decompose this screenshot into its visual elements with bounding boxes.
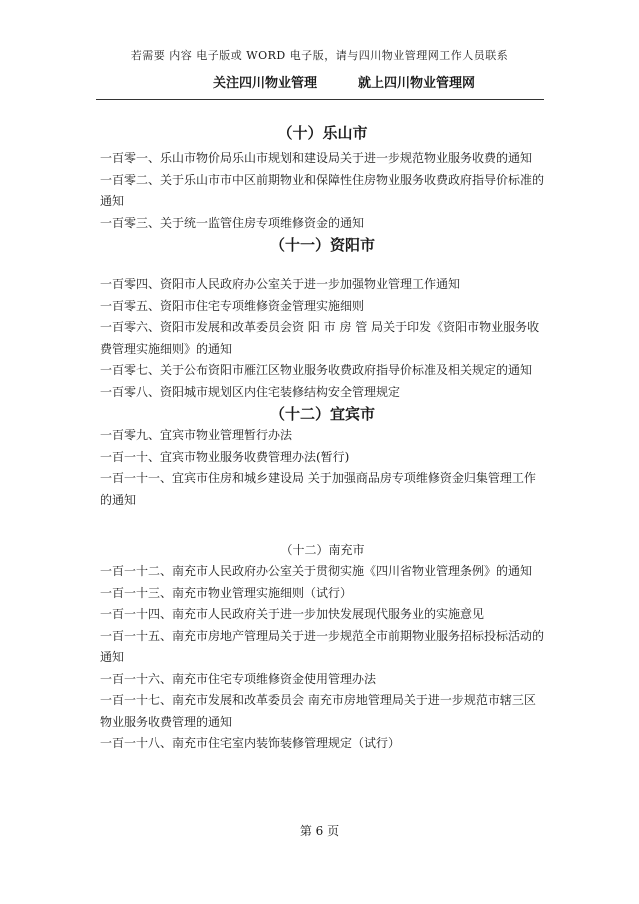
- spacer: [100, 256, 545, 274]
- list-item: 一百一十二、南充市人民政府办公室关于贯彻实施《四川省物业管理条例》的通知: [100, 564, 533, 578]
- list-item: 一百一十四、南充市人民政府关于进一步加快发展现代服务业的实施意见: [100, 607, 485, 621]
- list-item: 一百零四、资阳市人民政府办公室关于进一步加强物业管理工作通知: [100, 277, 461, 291]
- header-slogan-left: 关注四川物业管理: [213, 76, 318, 91]
- list-item: 一百零一、乐山市物价局乐山市规划和建设局关于进一步规范物业服务收费的通知: [100, 151, 533, 165]
- list-item: 一百一十八、南充市住宅室内装饰装修管理规定（试行）: [100, 736, 401, 750]
- spacer: [100, 511, 545, 539]
- section-title-leshan: （十）乐山市: [277, 124, 368, 142]
- list-item: 一百一十、宜宾市物业服务收费管理办法(暂行): [100, 449, 350, 464]
- list-item: 一百一十五、南充市房地产管理局关于进一步规范全市前期物业服务招标投标活动的通知: [100, 628, 545, 664]
- list-item: 一百一十三、南充市物业管理实施细则（试行）: [100, 585, 353, 600]
- list-item: 一百零二、关于乐山市市中区前期物业和保障性住房物业服务收费政府指导价标准的通知: [100, 172, 545, 208]
- list-item: 一百一十七、南充市发展和改革委员会 南充市房地管理局关于进一步规范市辖三区物业服务收费管理的通知: [100, 693, 536, 729]
- header-contact-note: 若需要 内容 电子版或 WORD 电子版，请与四川物业管理网工作人员联系: [130, 49, 509, 62]
- section-title-yibin: （十二）宜宾市: [269, 405, 375, 423]
- header-slogan-right: 就上四川物业管理网: [358, 76, 476, 91]
- page-number: 第 6 页: [299, 824, 340, 838]
- section-title-ziyang: （十一）资阳市: [269, 236, 375, 254]
- section-title-nanchong: （十二）南充市: [280, 543, 365, 557]
- list-item: 一百零六、资阳市发展和改革委员会资 阳 市 房 管 局关于印发《资阳市物业服务收费管理实施细则》的通知: [100, 320, 540, 356]
- list-item: 一百零九、宜宾市物业管理暂行办法: [100, 428, 293, 442]
- list-item: 一百零七、关于公布资阳市雁江区物业服务收费政府指导价标准及相关规定的通知: [100, 363, 533, 377]
- header-divider: [96, 99, 544, 100]
- list-item: 一百一十六、南充市住宅专项维修资金使用管理办法: [100, 671, 377, 686]
- list-item: 一百一十一、宜宾市住房和城乡建设局 关于加强商品房专项维修资金归集管理工作的通知: [100, 471, 536, 507]
- list-item: 一百零五、资阳市住宅专项维修资金管理实施细则: [100, 298, 365, 313]
- document-body: [100, 118, 545, 755]
- list-item: 一百零三、关于统一监管住房专项维修资金的通知: [100, 215, 365, 230]
- list-item: 一百零八、资阳城市规划区内住宅装修结构安全管理规定: [100, 384, 401, 399]
